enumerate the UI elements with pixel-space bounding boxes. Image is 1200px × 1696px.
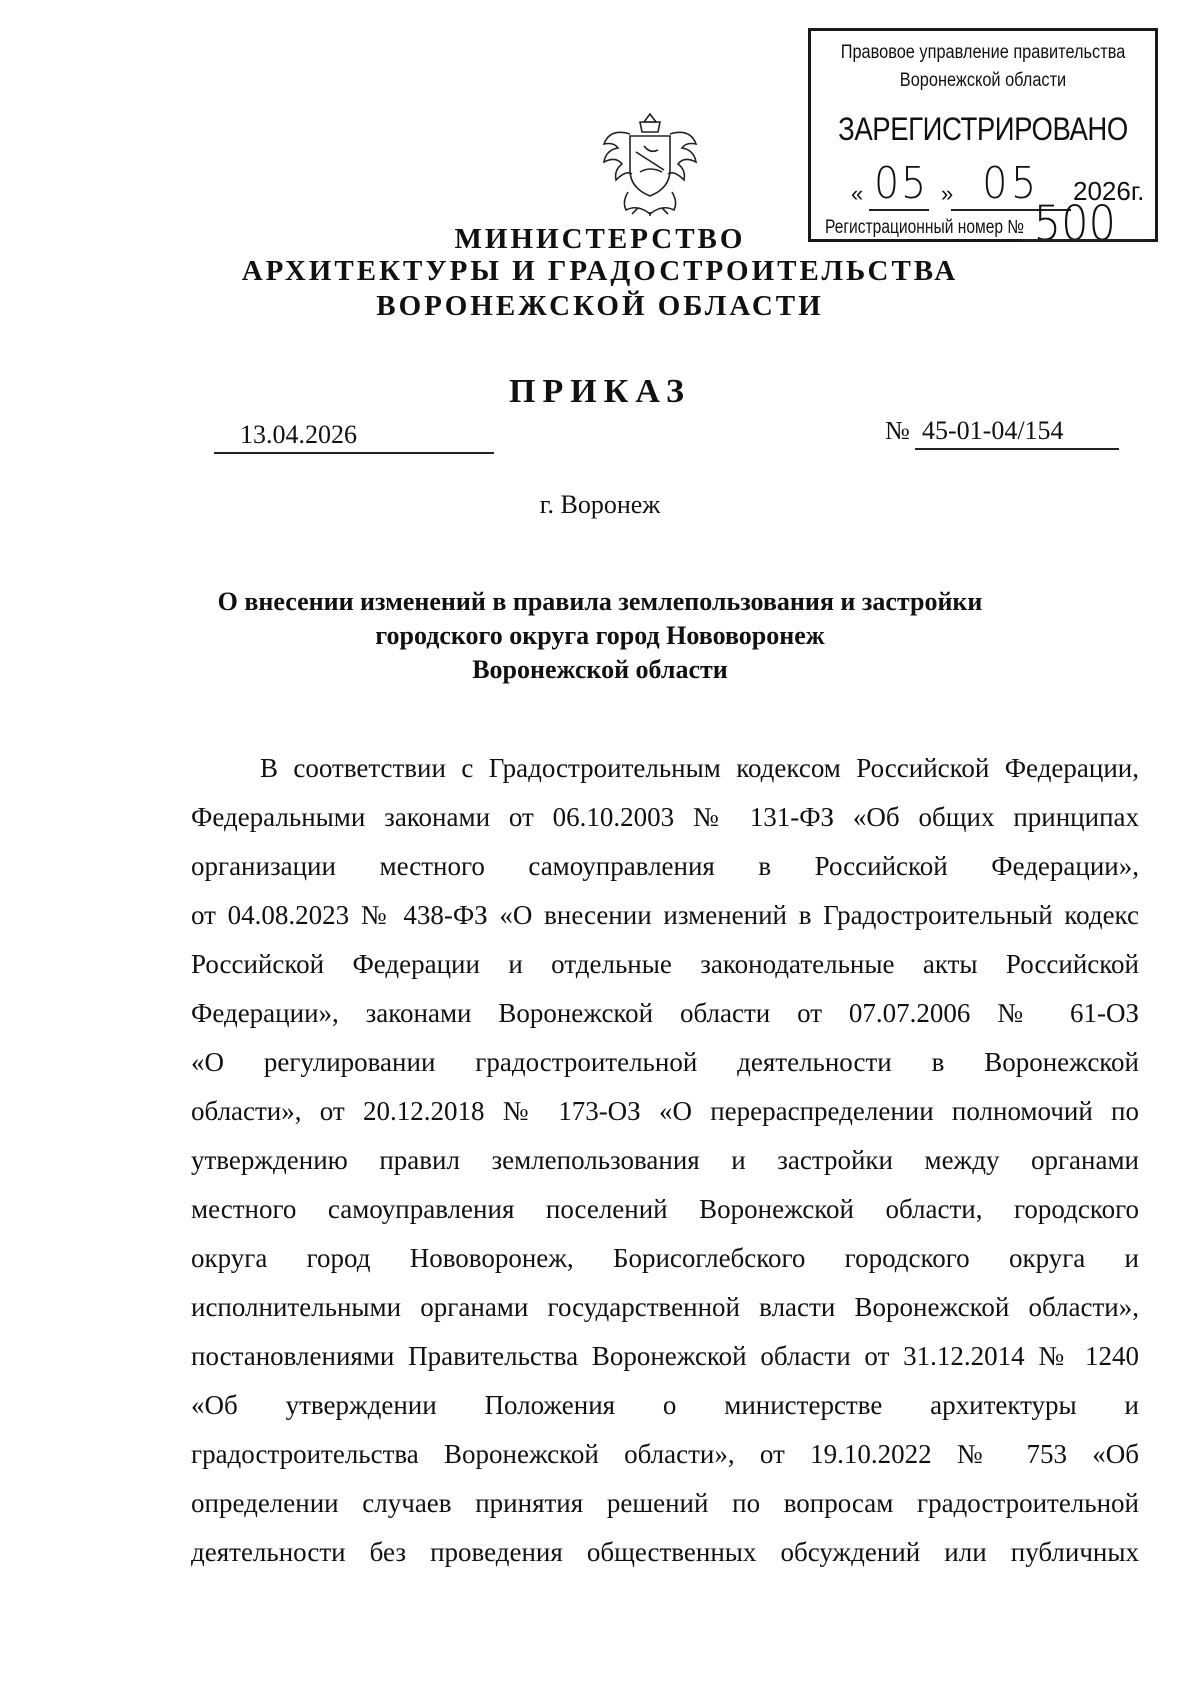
body-line: организации местного самоуправления в Российской Федерации»,	[191, 851, 1139, 881]
stamp-day: 05	[874, 158, 928, 209]
ministry-line2: АРХИТЕКТУРЫ И ГРАДОСТРОИТЕЛЬСТВА	[241, 255, 959, 287]
body-line: местного самоуправления поселений Воронежской области, городского	[191, 1194, 1139, 1224]
title-line3: Воронежской области	[472, 655, 728, 684]
stamp-regno: 500	[1033, 196, 1117, 252]
body-line: от 04.08.2023 № 438-ФЗ «О внесении изменений в Градостроительный кодекс	[191, 900, 1139, 930]
document-title	[150, 585, 1050, 687]
stamp-month: 05	[982, 158, 1040, 209]
body-line: округа город Нововоронеж, Борисоглебского городского округа и	[191, 1243, 1139, 1273]
document-body	[191, 748, 1139, 1581]
body-line: исполнительными органами государственной власти Воронежской области»,	[191, 1292, 1139, 1322]
body-line: «Об утверждении Положения о министерстве архитектуры и	[191, 1390, 1139, 1420]
title-line1: О внесении изменений в правила землепользования и застройки	[217, 587, 983, 616]
body-line: Федеральными законами от 06.10.2003 № 131-ФЗ «Об общих принципах	[191, 802, 1139, 832]
body-line: постановлениями Правительства Воронежской области от 31.12.2014 № 1240	[191, 1341, 1139, 1371]
body-line: градостроительства Воронежской области», от 19.10.2022 № 753 «Об	[191, 1439, 1139, 1469]
body-line: области», от 20.12.2018 № 173-ОЗ «О перераспределении полномочий по	[191, 1096, 1139, 1126]
registration-stamp	[808, 28, 1158, 252]
body-line: В соответствии с Градостроительным кодексом Российской Федерации,	[260, 753, 1139, 783]
body-line: Федерации», законами Воронежской области от 07.07.2006 № 61-ОЗ	[191, 998, 1139, 1028]
stamp-quote-close: »	[941, 181, 954, 206]
stamp-org-line2: Воронежской области	[899, 70, 1067, 91]
ministry-line1: МИНИСТЕРСТВО	[454, 223, 746, 255]
stamp-day-underline	[869, 209, 929, 211]
document-number: 45-01-04/154	[922, 416, 1064, 445]
body-line: определении случаев принятия решений по вопросам градостроительной	[191, 1488, 1139, 1518]
document-city: г. Воронеж	[539, 490, 661, 519]
stamp-org-line1: Правовое управление правительства	[840, 42, 1126, 63]
stamp-organization	[835, 39, 1131, 95]
document-date: 13.04.2026	[240, 420, 357, 449]
body-line: Российской Федерации и отдельные законодательные акты Российской	[191, 949, 1139, 979]
document-type: ПРИКАЗ	[509, 373, 691, 410]
number-underline	[915, 448, 1119, 450]
number-label: №	[885, 416, 910, 445]
coat-of-arms-emblem	[600, 112, 700, 217]
title-line2: городского округа город Нововоронеж	[375, 621, 825, 650]
body-line: деятельности без проведения общественных обсуждений или публичных	[191, 1537, 1139, 1567]
stamp-regno-label: Регистрационный номер №	[825, 217, 1025, 238]
stamp-quote-open: «	[851, 181, 864, 206]
stamp-registered-label: ЗАРЕГИСТРИРОВАНО	[838, 111, 1128, 147]
body-line: утверждению правил землепользования и застройки между органами	[191, 1145, 1139, 1175]
ministry-line3: ВОРОНЕЖСКОЙ ОБЛАСТИ	[376, 290, 824, 322]
body-line: «О регулировании градостроительной деятельности в Воронежской	[191, 1047, 1139, 1077]
stamp-year: 2026г.	[1073, 176, 1145, 206]
date-underline	[214, 452, 494, 454]
